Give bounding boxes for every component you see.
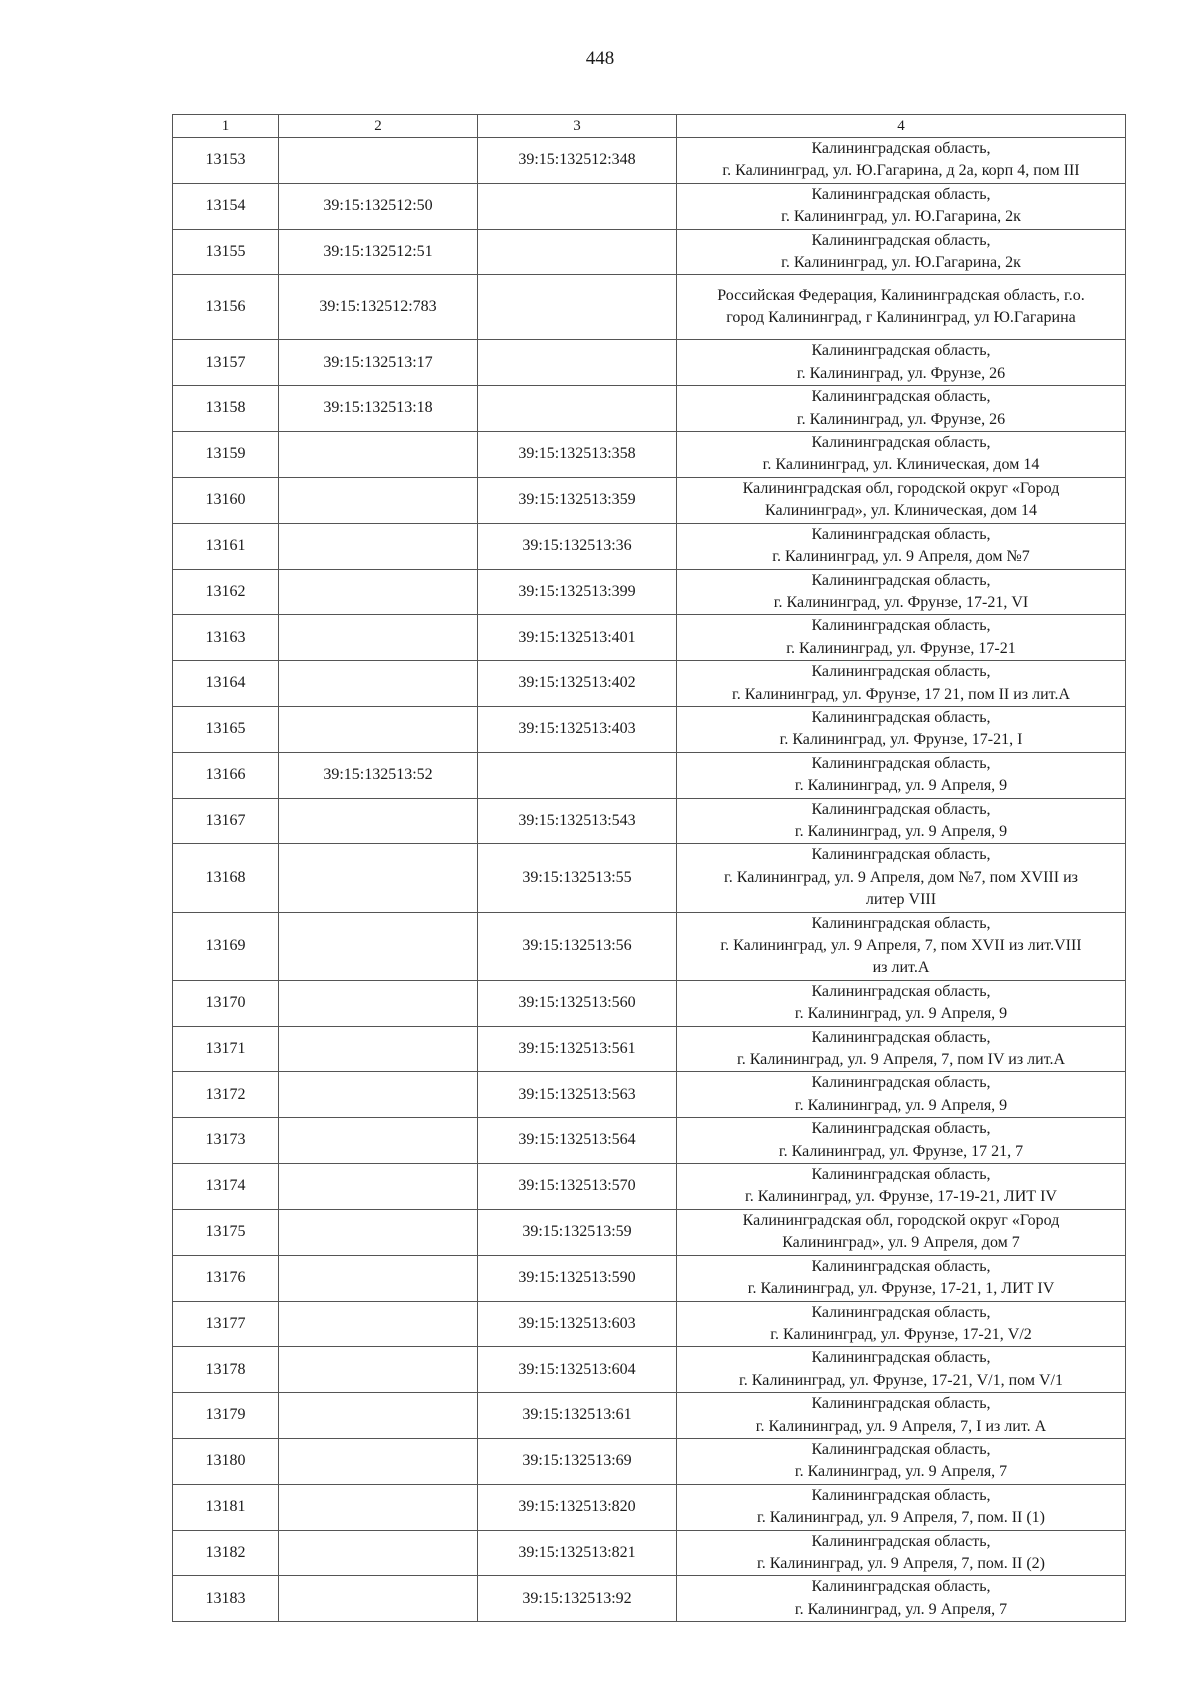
address-line: Калининградская область, bbox=[811, 1532, 991, 1550]
address-line: г. Калининград, ул. 9 Апреля, 9 bbox=[794, 777, 1008, 795]
address-cell bbox=[677, 1301, 1126, 1347]
row-number-cell: 13182 bbox=[173, 1530, 279, 1576]
address-cell bbox=[677, 477, 1126, 523]
table-row bbox=[173, 980, 1126, 1026]
row-number-cell: 13159 bbox=[173, 432, 279, 478]
building-cadastral-number-cell: 39:15:132513:570 bbox=[478, 1164, 677, 1210]
address-cell bbox=[677, 183, 1126, 229]
address-line: г. Калининград, ул. Ю.Гагарина, д 2а, корп 4, пом III bbox=[722, 162, 1080, 180]
building-cadastral-number-cell: 39:15:132512:348 bbox=[478, 138, 677, 184]
land-cadastral-number-cell bbox=[279, 980, 478, 1026]
land-cadastral-number-cell bbox=[279, 1530, 478, 1576]
table-row bbox=[173, 1118, 1126, 1164]
land-cadastral-number-cell bbox=[279, 912, 478, 980]
address-line: Калининградская область, bbox=[811, 982, 991, 1000]
address-line: Калининградская область, bbox=[811, 800, 991, 818]
address-line: Калининградская область, bbox=[811, 1166, 991, 1184]
address-line: Калининградская область, bbox=[811, 1120, 991, 1138]
row-number-cell: 13154 bbox=[173, 183, 279, 229]
address-line: Калининградская область, bbox=[811, 185, 991, 203]
building-cadastral-number-cell: 39:15:132513:92 bbox=[478, 1576, 677, 1622]
table-row bbox=[173, 661, 1126, 707]
address-line: Калининградская область, bbox=[811, 1395, 991, 1413]
building-cadastral-number-cell: 39:15:132513:563 bbox=[478, 1072, 677, 1118]
address-line: город Калининград, г Калининград, ул Ю.Гагарина bbox=[726, 309, 1076, 327]
column-number: 4 bbox=[677, 115, 1126, 138]
address-cell bbox=[677, 844, 1126, 912]
table-row bbox=[173, 615, 1126, 661]
building-cadastral-number-cell: 39:15:132513:55 bbox=[478, 844, 677, 912]
table-row bbox=[173, 138, 1126, 184]
table-row bbox=[173, 706, 1126, 752]
building-cadastral-number-cell: 39:15:132513:590 bbox=[478, 1255, 677, 1301]
land-cadastral-number-cell bbox=[279, 798, 478, 844]
row-number-cell: 13179 bbox=[173, 1393, 279, 1439]
table-body bbox=[173, 138, 1126, 1622]
building-cadastral-number-cell bbox=[478, 340, 677, 386]
address-line: Калининградская область, bbox=[811, 1257, 991, 1275]
land-cadastral-number-cell bbox=[279, 477, 478, 523]
row-number-cell: 13160 bbox=[173, 477, 279, 523]
row-number-cell: 13155 bbox=[173, 229, 279, 275]
address-line: г. Калининград, ул. Фрунзе, 26 bbox=[796, 410, 1006, 428]
building-cadastral-number-cell: 39:15:132513:821 bbox=[478, 1530, 677, 1576]
row-number-cell: 13172 bbox=[173, 1072, 279, 1118]
address-line: г. Калининград, ул. 9 Апреля, 7, пом XVII из лит.VIII bbox=[720, 937, 1082, 954]
address-cell bbox=[677, 1118, 1126, 1164]
address-line: Калининградская область, bbox=[811, 617, 991, 635]
address-line: Калининградская область, bbox=[811, 525, 991, 543]
row-number-cell: 13181 bbox=[173, 1484, 279, 1530]
address-cell bbox=[677, 138, 1126, 184]
land-cadastral-number-cell: 39:15:132512:50 bbox=[279, 183, 478, 229]
building-cadastral-number-cell: 39:15:132513:564 bbox=[478, 1118, 677, 1164]
land-cadastral-number-cell bbox=[279, 706, 478, 752]
row-number-cell: 13156 bbox=[173, 275, 279, 340]
address-line: г. Калининград, ул. 9 Апреля, 7, пом. II (2) bbox=[756, 1554, 1046, 1572]
land-cadastral-number-cell bbox=[279, 432, 478, 478]
table-row bbox=[173, 1347, 1126, 1393]
table-row bbox=[173, 844, 1126, 912]
building-cadastral-number-cell: 39:15:132513:359 bbox=[478, 477, 677, 523]
address-cell bbox=[677, 386, 1126, 432]
table-row bbox=[173, 1530, 1126, 1576]
address-line: Калининградская область, bbox=[811, 1440, 991, 1458]
table-row bbox=[173, 1301, 1126, 1347]
address-line: Калининградская область, bbox=[811, 846, 991, 864]
address-line: г. Калининград, ул. Фрунзе, 26 bbox=[796, 364, 1006, 382]
table-row bbox=[173, 1393, 1126, 1439]
address-line: Калининградская область, bbox=[811, 1028, 991, 1046]
row-number-cell: 13157 bbox=[173, 340, 279, 386]
building-cadastral-number-cell: 39:15:132513:399 bbox=[478, 569, 677, 615]
address-line: г. Калининград, ул. Фрунзе, 17-21, VI bbox=[773, 593, 1029, 611]
address-cell bbox=[677, 1347, 1126, 1393]
address-cell bbox=[677, 912, 1126, 980]
row-number-cell: 13176 bbox=[173, 1255, 279, 1301]
address-cell bbox=[677, 229, 1126, 275]
land-cadastral-number-cell: 39:15:132513:18 bbox=[279, 386, 478, 432]
land-cadastral-number-cell bbox=[279, 661, 478, 707]
building-cadastral-number-cell: 39:15:132513:61 bbox=[478, 1393, 677, 1439]
address-cell bbox=[677, 615, 1126, 661]
land-cadastral-number-cell bbox=[279, 138, 478, 184]
address-line: Калининградская область, bbox=[811, 140, 991, 157]
address-line: г. Калининград, ул. 9 Апреля, 9 bbox=[794, 1005, 1008, 1023]
table-row bbox=[173, 432, 1126, 478]
address-line: Калининградская область, bbox=[811, 1578, 991, 1596]
building-cadastral-number-cell: 39:15:132513:56 bbox=[478, 912, 677, 980]
row-number-cell: 13173 bbox=[173, 1118, 279, 1164]
address-cell bbox=[677, 752, 1126, 798]
land-cadastral-number-cell bbox=[279, 523, 478, 569]
building-cadastral-number-cell: 39:15:132513:820 bbox=[478, 1484, 677, 1530]
land-cadastral-number-cell bbox=[279, 1255, 478, 1301]
building-cadastral-number-cell: 39:15:132513:604 bbox=[478, 1347, 677, 1393]
table-row bbox=[173, 1026, 1126, 1072]
registry-table bbox=[172, 114, 1126, 1622]
land-cadastral-number-cell bbox=[279, 1484, 478, 1530]
building-cadastral-number-cell bbox=[478, 386, 677, 432]
land-cadastral-number-cell: 39:15:132512:783 bbox=[279, 275, 478, 340]
table-row bbox=[173, 275, 1126, 340]
row-number-cell: 13170 bbox=[173, 980, 279, 1026]
building-cadastral-number-cell: 39:15:132513:36 bbox=[478, 523, 677, 569]
land-cadastral-number-cell bbox=[279, 615, 478, 661]
table-row bbox=[173, 523, 1126, 569]
address-cell bbox=[677, 1393, 1126, 1439]
building-cadastral-number-cell: 39:15:132513:403 bbox=[478, 706, 677, 752]
land-cadastral-number-cell bbox=[279, 1164, 478, 1210]
land-cadastral-number-cell bbox=[279, 1072, 478, 1118]
row-number-cell: 13168 bbox=[173, 844, 279, 912]
address-line: г. Калининград, ул. Ю.Гагарина, 2к bbox=[781, 254, 1021, 272]
row-number-cell: 13183 bbox=[173, 1576, 279, 1622]
land-cadastral-number-cell: 39:15:132513:52 bbox=[279, 752, 478, 798]
address-line: Калининградская область, bbox=[811, 914, 991, 932]
address-cell bbox=[677, 1072, 1126, 1118]
building-cadastral-number-cell: 39:15:132513:560 bbox=[478, 980, 677, 1026]
address-line: Калининградская область, bbox=[811, 1303, 991, 1321]
address-line: г. Калининград, ул. Фрунзе, 17 21, 7 bbox=[778, 1142, 1024, 1160]
address-cell bbox=[677, 523, 1126, 569]
address-line: Калининградская область, bbox=[811, 1349, 991, 1367]
building-cadastral-number-cell: 39:15:132513:543 bbox=[478, 798, 677, 844]
land-cadastral-number-cell: 39:15:132512:51 bbox=[279, 229, 478, 275]
address-line: г. Калининград, ул. Клиническая, дом 14 bbox=[762, 456, 1040, 474]
address-line: г. Калининград, ул. 9 Апреля, 9 bbox=[794, 822, 1008, 840]
address-cell bbox=[677, 706, 1126, 752]
land-cadastral-number-cell bbox=[279, 1301, 478, 1347]
row-number-cell: 13177 bbox=[173, 1301, 279, 1347]
building-cadastral-number-cell: 39:15:132513:561 bbox=[478, 1026, 677, 1072]
land-cadastral-number-cell bbox=[279, 1118, 478, 1164]
land-cadastral-number-cell: 39:15:132513:17 bbox=[279, 340, 478, 386]
building-cadastral-number-cell: 39:15:132513:69 bbox=[478, 1438, 677, 1484]
building-cadastral-number-cell bbox=[478, 275, 677, 340]
address-line: Калининградская область, bbox=[811, 388, 991, 406]
land-cadastral-number-cell bbox=[279, 1438, 478, 1484]
address-cell bbox=[677, 1209, 1126, 1255]
address-line: г. Калининград, ул. Ю.Гагарина, 2к bbox=[781, 208, 1021, 226]
address-line: г. Калининград, ул. 9 Апреля, 7 bbox=[794, 1463, 1008, 1481]
land-cadastral-number-cell bbox=[279, 844, 478, 912]
address-line: Калининградская область, bbox=[811, 571, 991, 589]
table-row bbox=[173, 386, 1126, 432]
address-line: г. Калининград, ул. 9 Апреля, дом №7, пом XVIII из bbox=[724, 868, 1078, 886]
land-cadastral-number-cell bbox=[279, 1026, 478, 1072]
table-row bbox=[173, 340, 1126, 386]
column-number-row bbox=[173, 115, 1126, 138]
row-number-cell: 13165 bbox=[173, 706, 279, 752]
table-row bbox=[173, 1164, 1126, 1210]
land-cadastral-number-cell bbox=[279, 569, 478, 615]
row-number-cell: 13178 bbox=[173, 1347, 279, 1393]
row-number-cell: 13153 bbox=[173, 138, 279, 184]
table-row bbox=[173, 912, 1126, 980]
row-number-cell: 13162 bbox=[173, 569, 279, 615]
building-cadastral-number-cell: 39:15:132513:401 bbox=[478, 615, 677, 661]
address-cell bbox=[677, 432, 1126, 478]
address-line: г. Калининград, ул. 9 Апреля, 9 bbox=[794, 1096, 1008, 1114]
address-cell bbox=[677, 1576, 1126, 1622]
building-cadastral-number-cell: 39:15:132513:358 bbox=[478, 432, 677, 478]
address-cell bbox=[677, 1438, 1126, 1484]
address-cell bbox=[677, 980, 1126, 1026]
row-number-cell: 13169 bbox=[173, 912, 279, 980]
address-line: г. Калининград, ул. 9 Апреля, 7 bbox=[794, 1600, 1008, 1618]
address-line: г. Калининград, ул. Фрунзе, 17-21, I bbox=[779, 731, 1023, 749]
address-cell bbox=[677, 275, 1126, 340]
column-number: 3 bbox=[478, 115, 677, 138]
address-cell bbox=[677, 1164, 1126, 1210]
address-line: литер VIII bbox=[865, 891, 937, 909]
address-cell bbox=[677, 661, 1126, 707]
address-line: г. Калининград, ул. Фрунзе, 17-21, 1, ЛИТ IV bbox=[747, 1280, 1055, 1298]
page-number: 448 bbox=[585, 48, 615, 69]
address-line: г. Калининград, ул. Фрунзе, 17 21, пом II из лит.А bbox=[731, 685, 1070, 703]
address-cell bbox=[677, 1026, 1126, 1072]
address-line: г. Калининград, ул. Фрунзе, 17-19-21, ЛИТ IV bbox=[745, 1188, 1057, 1206]
address-cell bbox=[677, 340, 1126, 386]
table-row bbox=[173, 1576, 1126, 1622]
building-cadastral-number-cell: 39:15:132513:59 bbox=[478, 1209, 677, 1255]
address-line: г. Калининград, ул. 9 Апреля, 7, пом. II (1) bbox=[756, 1509, 1046, 1527]
building-cadastral-number-cell: 39:15:132513:603 bbox=[478, 1301, 677, 1347]
address-cell bbox=[677, 1255, 1126, 1301]
address-line: Российская Федерация, Калининградская область, г.о. bbox=[717, 287, 1085, 305]
table-row bbox=[173, 183, 1126, 229]
address-line: Калининградская область, bbox=[811, 231, 991, 249]
row-number-cell: 13174 bbox=[173, 1164, 279, 1210]
address-line: г. Калининград, ул. Фрунзе, 17-21, V/1, пом V/1 bbox=[739, 1371, 1063, 1389]
table-row bbox=[173, 1072, 1126, 1118]
building-cadastral-number-cell bbox=[478, 183, 677, 229]
row-number-cell: 13161 bbox=[173, 523, 279, 569]
row-number-cell: 13175 bbox=[173, 1209, 279, 1255]
address-line: г. Калининград, ул. Фрунзе, 17-21 bbox=[786, 639, 1016, 657]
address-line: Калининградская область, bbox=[811, 434, 991, 452]
address-cell bbox=[677, 1484, 1126, 1530]
table-row bbox=[173, 229, 1126, 275]
land-cadastral-number-cell bbox=[279, 1576, 478, 1622]
land-cadastral-number-cell bbox=[279, 1393, 478, 1439]
address-line: Калининградская область, bbox=[811, 342, 991, 360]
building-cadastral-number-cell bbox=[478, 752, 677, 798]
address-line: Калининградская область, bbox=[811, 1486, 991, 1504]
address-line: Калининградская область, bbox=[811, 1074, 991, 1092]
row-number-cell: 13166 bbox=[173, 752, 279, 798]
land-cadastral-number-cell bbox=[279, 1209, 478, 1255]
row-number-cell: 13171 bbox=[173, 1026, 279, 1072]
address-line: г. Калининград, ул. 9 Апреля, дом №7 bbox=[772, 548, 1030, 566]
table-row bbox=[173, 1255, 1126, 1301]
row-number-cell: 13180 bbox=[173, 1438, 279, 1484]
address-line: из лит.А bbox=[872, 959, 930, 977]
address-line: г. Калининград, ул. Фрунзе, 17-21, V/2 bbox=[770, 1325, 1032, 1343]
row-number-cell: 13158 bbox=[173, 386, 279, 432]
building-cadastral-number-cell: 39:15:132513:402 bbox=[478, 661, 677, 707]
address-line: Калининградская область, bbox=[811, 663, 991, 681]
table-row bbox=[173, 569, 1126, 615]
table-row bbox=[173, 752, 1126, 798]
address-line: Калининградская область, bbox=[811, 708, 991, 726]
building-cadastral-number-cell bbox=[478, 229, 677, 275]
land-cadastral-number-cell bbox=[279, 1347, 478, 1393]
address-line: Калининград», ул. 9 Апреля, дом 7 bbox=[782, 1234, 1020, 1252]
address-line: Калининградская обл, городской округ «Город bbox=[742, 1211, 1060, 1229]
table-row bbox=[173, 1209, 1126, 1255]
address-line: Калининградская обл, городской округ «Город bbox=[742, 479, 1060, 497]
column-number: 2 bbox=[279, 115, 478, 138]
table-row bbox=[173, 477, 1126, 523]
column-number: 1 bbox=[173, 115, 279, 138]
table-row bbox=[173, 1438, 1126, 1484]
address-line: г. Калининград, ул. 9 Апреля, 7, I из лит. А bbox=[755, 1417, 1047, 1435]
table-row bbox=[173, 798, 1126, 844]
row-number-cell: 13164 bbox=[173, 661, 279, 707]
address-cell bbox=[677, 1530, 1126, 1576]
table-row bbox=[173, 1484, 1126, 1530]
address-line: г. Калининград, ул. 9 Апреля, 7, пом IV из лит.А bbox=[736, 1051, 1066, 1069]
row-number-cell: 13167 bbox=[173, 798, 279, 844]
address-line: Калининград», ул. Клиническая, дом 14 bbox=[765, 502, 1037, 520]
address-cell bbox=[677, 569, 1126, 615]
row-number-cell: 13163 bbox=[173, 615, 279, 661]
address-cell bbox=[677, 798, 1126, 844]
address-line: Калининградская область, bbox=[811, 754, 991, 772]
